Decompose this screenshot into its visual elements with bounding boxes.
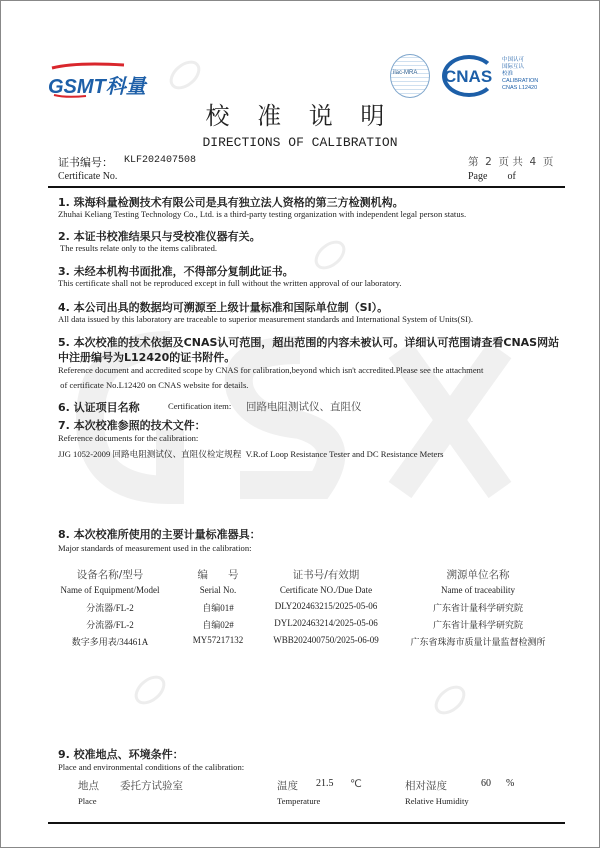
item-1-cn: 1. 珠海科量检测技术有限公司是具有独立法人资格的第三方检测机构。 <box>58 196 404 209</box>
item-6-en: Certification item: <box>168 401 232 411</box>
header-en-traceability: Name of traceability <box>441 585 515 595</box>
ilac-text: ilac-MRA <box>393 70 418 76</box>
cnas-line: 国际互认 <box>502 64 525 70</box>
temperature-value: 21.5 <box>316 778 334 789</box>
watermark-logo <box>131 672 168 708</box>
header-cn-traceability: 溯源单位名称 <box>446 569 510 581</box>
header-cn-equipment: 设备名称/型号 <box>76 569 144 581</box>
place-label-en: Place <box>78 796 97 806</box>
header-cn-certificate: 证书号/有效期 <box>292 569 360 581</box>
temperature-label-cn: 温度 <box>277 780 298 792</box>
humidity-value: 60 <box>481 778 491 789</box>
item-4-cn: 4. 本公司出具的数据均可溯源至上级计量标准和国际单位制（SI）。 <box>58 301 389 314</box>
table-cell: 数字多用表/34461A <box>71 637 149 647</box>
item-2-en: The results relate only to the items calibrated. <box>60 243 218 253</box>
table-cell: DLY202463215/2025-05-06 <box>274 601 378 611</box>
cnas-line: CNAS L12420 <box>502 85 538 91</box>
footer-divider <box>48 822 565 824</box>
cnas-line: 校准 <box>502 71 514 77</box>
cnas-text: CNAS <box>444 67 493 86</box>
cnas-line: 中国认可 <box>502 57 525 63</box>
item-5-en-cont: of certificate No.L12420 on CNAS website for details. <box>58 380 249 390</box>
watermark-logo <box>166 57 203 93</box>
page-subtitle: DIRECTIONS OF CALIBRATION <box>202 135 398 150</box>
cnas-caption <box>502 57 538 92</box>
table-cell: WBB202400750/2025-06-09 <box>273 635 379 645</box>
header-cn-serial: 编 号 <box>197 569 239 581</box>
table-cell: 自编02# <box>202 620 234 630</box>
temperature-label-en: Temperature <box>277 796 321 806</box>
certificate-label-cn: 证书编号： <box>58 156 113 169</box>
item-5-en: Reference document and accredited scope by CNAS for calibration,beyond which isn't accredited.Please see the attachment <box>58 365 484 375</box>
table-cell: MY57217132 <box>192 635 244 645</box>
table-cell: DYL202463214/2025-05-06 <box>274 618 378 628</box>
watermark-logo <box>431 682 468 718</box>
table-cell: 分流器/FL-2 <box>86 620 134 630</box>
item-5-cn-cont: 中注册编号为L12420的证书附件。 <box>58 351 236 364</box>
page-number-en: Page of <box>468 171 516 182</box>
item-3-cn: 3. 未经本机构书面批准，不得部分复制此证书。 <box>58 265 294 278</box>
humidity-unit: % <box>506 778 515 789</box>
table-cell: 广东省计量科学研究院 <box>432 620 523 630</box>
header-divider <box>48 186 565 188</box>
item-7-label: 7. 本次校准参照的技术文件： <box>58 419 206 432</box>
place-label-cn: 地点 <box>78 780 99 792</box>
item-9-label: 9. 校准地点、环境条件： <box>58 748 184 761</box>
item-8-en: Major standards of measurement used in the calibration: <box>58 543 252 553</box>
item-4-en: All data issued by this laboratory are traceable to superior measurement standards and International System of Units(SI). <box>58 314 474 324</box>
header-en-serial: Serial No. <box>199 585 237 595</box>
table-cell: 广东省计量科学研究院 <box>432 603 523 613</box>
certificate-number: KLF202407508 <box>124 155 197 166</box>
item-9-en: Place and environmental conditions of the calibration: <box>58 762 245 772</box>
logo-text: GSMT科量 <box>48 76 146 98</box>
table-cell: 广东省珠海市质量计量监督检测所 <box>410 637 546 647</box>
temperature-unit: ℃ <box>350 778 362 790</box>
item-1-en: Zhuhai Keliang Testing Technology Co., Ltd. is a third-party testing organization with independent legal person status. <box>58 209 467 219</box>
item-7-en: Reference documents for the calibration: <box>58 433 199 443</box>
cnas-logo <box>442 55 496 97</box>
page-number-cn: 第 2 页 共 4 页 <box>468 156 554 168</box>
header-en-equipment: Name of Equipment/Model <box>60 585 160 595</box>
place-value: 委托方试验室 <box>120 780 183 792</box>
item-6-label: 6. 认证项目名称 <box>58 401 140 414</box>
item-6-value: 回路电阻测试仪、直阻仪 <box>246 401 362 413</box>
page-title: 校 准 说 明 <box>205 102 395 130</box>
item-2-cn: 2. 本证书校准结果只与受校准仪器有关。 <box>58 230 261 243</box>
humidity-label-en: Relative Humidity <box>405 796 469 806</box>
item-7-doc: JJG 1052-2009 回路电阻测试仪、直阻仪检定规程 V.R.of Loop Resistance Tester and DC Resistance Meters <box>58 449 444 459</box>
header-en-certificate: Certificate NO./Due Date <box>279 585 373 595</box>
table-cell: 分流器/FL-2 <box>86 603 134 613</box>
watermark-logo <box>311 237 348 273</box>
humidity-label-cn: 相对湿度 <box>405 780 447 792</box>
item-3-en: This certificate shall not be reproduced except in full without the written approval of our laboratory. <box>58 278 402 288</box>
ilac-mra-logo <box>390 54 430 98</box>
cnas-line: CALIBRATION <box>502 78 539 84</box>
item-5-cn: 5. 本次校准的技术依据及CNAS认可范围，超出范围的内容未被认可。详细认可范围请查看CNAS网站 <box>58 336 560 349</box>
certificate-label-en: Certificate No. <box>58 171 118 182</box>
table-cell: 自编01# <box>202 603 234 613</box>
item-8-label: 8. 本次校准所使用的主要计量标准器具： <box>58 528 261 541</box>
gsmt-logo <box>46 62 156 98</box>
